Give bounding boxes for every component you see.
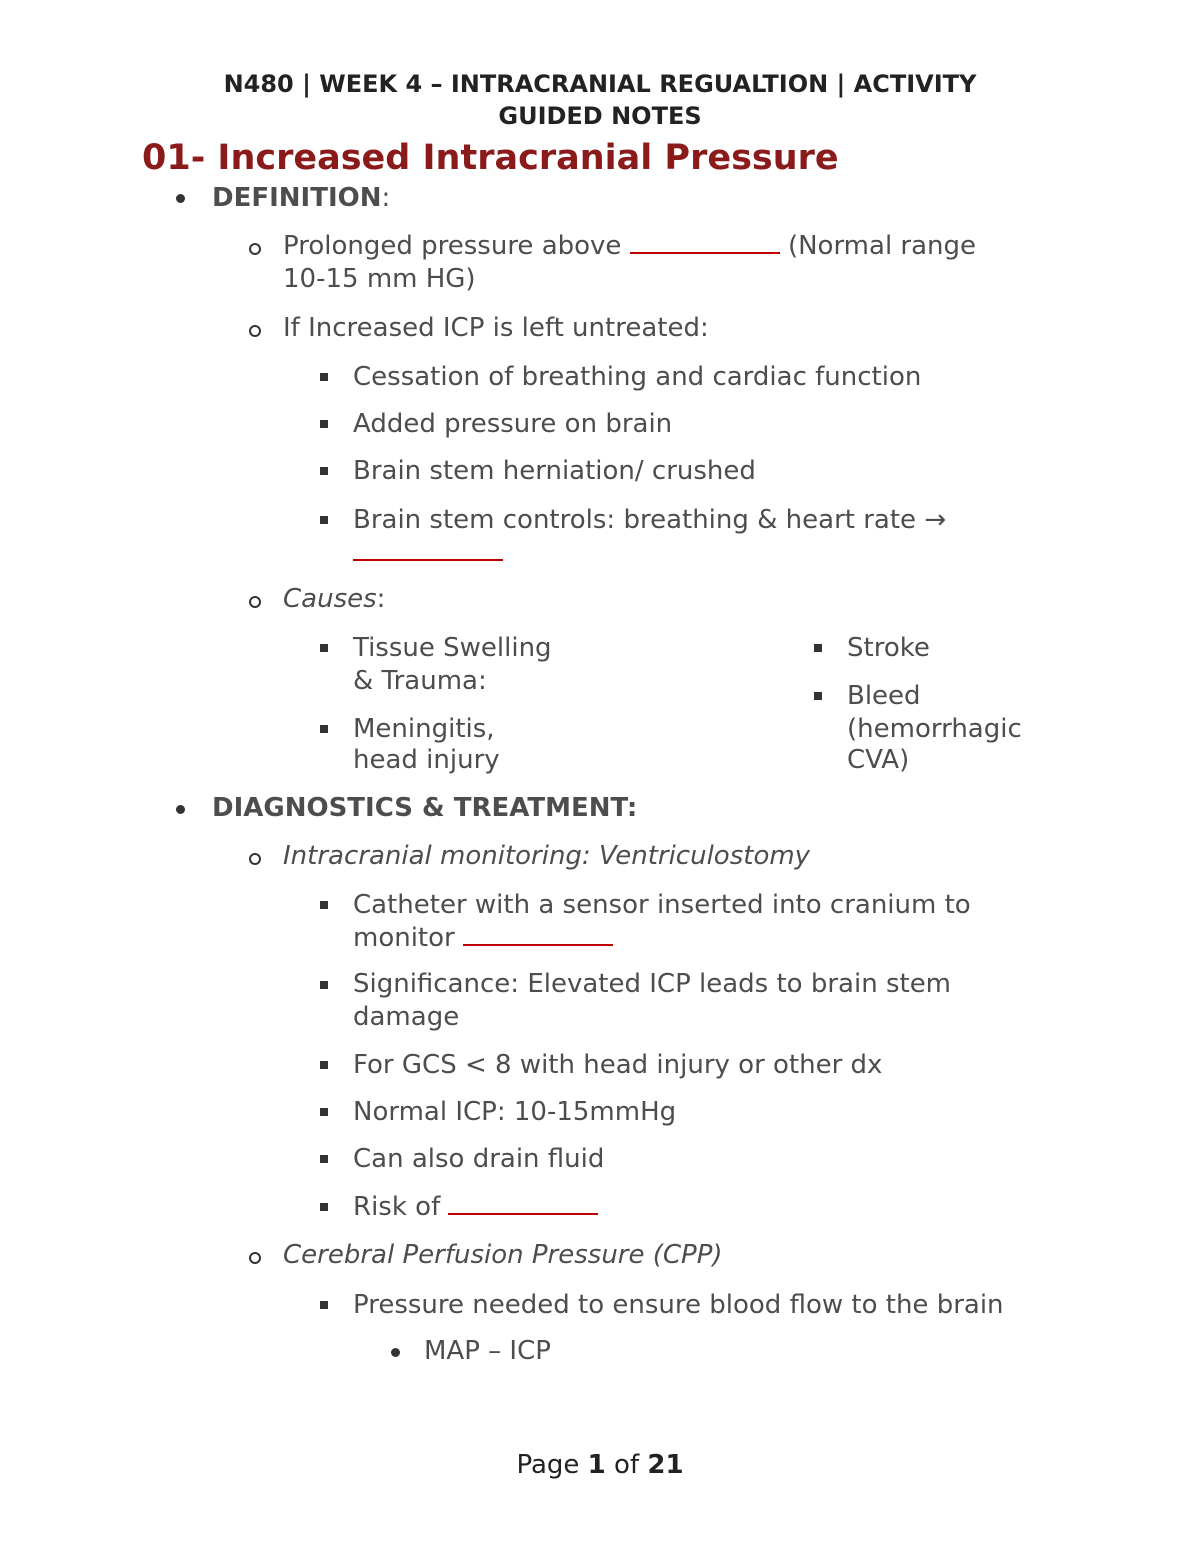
untreated-item: Brain stem controls: breathing & heart rate →	[353, 505, 947, 535]
bullet-square-icon	[814, 692, 822, 700]
monitoring-item: For GCS < 8 with head injury or other dx	[353, 1050, 883, 1080]
fill-in-blank	[630, 234, 780, 254]
untreated-item-blank	[353, 537, 503, 570]
cause-item: Stroke	[847, 633, 930, 663]
bullet-dot-icon	[176, 805, 185, 814]
untreated-item: Cessation of breathing and cardiac function	[353, 362, 922, 392]
fill-in-blank	[448, 1195, 598, 1215]
bullet-circle-icon	[249, 1252, 261, 1264]
untreated-item: Brain stem herniation/ crushed	[353, 456, 756, 486]
bullet-square-icon	[814, 644, 822, 652]
cause-item-cont: & Trauma:	[353, 666, 487, 696]
cause-item-cont: CVA)	[847, 745, 910, 775]
page-number: 1	[587, 1450, 606, 1480]
bullet-square-icon	[320, 467, 328, 475]
bullet-square-icon	[320, 373, 328, 381]
cpp-subitem: MAP – ICP	[424, 1336, 551, 1366]
monitoring-item: Significance: Elevated ICP leads to brain stem	[353, 969, 952, 999]
bullet-square-icon	[320, 981, 328, 989]
cause-item: Meningitis,	[353, 714, 495, 744]
monitoring-item-cont: damage	[353, 1002, 460, 1032]
bullet-square-icon	[320, 1061, 328, 1069]
bullet-circle-icon	[249, 243, 261, 255]
document-header-line1: N480 | WEEK 4 – INTRACRANIAL REGUALTION | ACTIVITY	[223, 70, 977, 98]
document-header-line2: GUIDED NOTES	[498, 102, 702, 130]
fill-in-blank	[353, 541, 503, 561]
page-footer: Page 1 of 21	[516, 1450, 684, 1480]
bullet-square-icon	[320, 901, 328, 909]
bullet-square-icon	[320, 1108, 328, 1116]
monitoring-item: Catheter with a sensor inserted into cranium to	[353, 890, 971, 920]
cause-item: Tissue Swelling	[353, 633, 552, 663]
monitoring-item-cont: monitor	[353, 922, 613, 955]
bullet-square-icon	[320, 1301, 328, 1309]
bullet-square-icon	[320, 1155, 328, 1163]
monitoring-item: Can also drain fluid	[353, 1144, 605, 1174]
cause-item-cont: head injury	[353, 745, 500, 775]
monitoring-item: Normal ICP: 10-15mmHg	[353, 1097, 677, 1127]
bullet-circle-icon	[249, 596, 261, 608]
definition-heading: DEFINITION:	[212, 183, 391, 213]
bullet-square-icon	[320, 725, 328, 733]
bullet-square-icon	[320, 420, 328, 428]
diagnostics-heading: DIAGNOSTICS & TREATMENT:	[212, 793, 638, 823]
monitoring-item: Risk of	[353, 1191, 598, 1224]
bullet-dot-icon	[391, 1348, 400, 1357]
bullet-square-icon	[320, 644, 328, 652]
definition-item-normal-range: 10-15 mm HG)	[283, 264, 476, 294]
cause-item-cont: (hemorrhagic	[847, 714, 1022, 744]
definition-item-untreated: If Increased ICP is left untreated:	[283, 313, 709, 343]
section-title: 01- Increased Intracranial Pressure	[142, 138, 839, 178]
cpp-item: Pressure needed to ensure blood flow to the brain	[353, 1290, 1004, 1320]
definition-item-prolonged: Prolonged pressure above (Normal range	[283, 231, 977, 261]
causes-heading: Causes:	[283, 584, 386, 614]
cause-item: Bleed	[847, 681, 921, 711]
monitoring-heading: Intracranial monitoring: Ventriculostomy	[283, 841, 811, 871]
fill-in-blank	[463, 926, 613, 946]
bullet-dot-icon	[176, 194, 185, 203]
untreated-item: Added pressure on brain	[353, 409, 673, 439]
bullet-circle-icon	[249, 325, 261, 337]
bullet-square-icon	[320, 1203, 328, 1211]
bullet-circle-icon	[249, 853, 261, 865]
cpp-heading: Cerebral Perfusion Pressure (CPP)	[283, 1240, 723, 1270]
page-total: 21	[647, 1450, 684, 1480]
bullet-square-icon	[320, 516, 328, 524]
